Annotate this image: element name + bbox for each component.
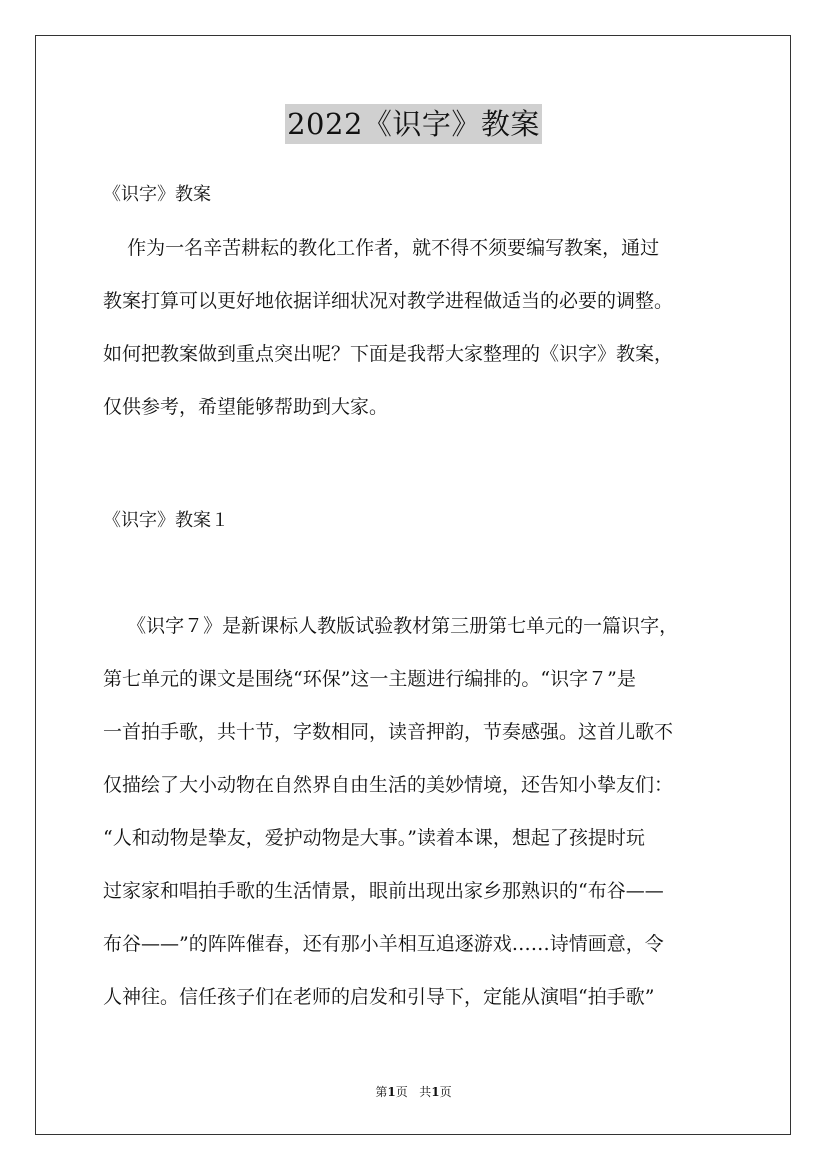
title-block <box>0 104 827 144</box>
body-line: 第七单元的课文是围绕“环保”这一主题进行编排的。“识字７”是 <box>103 668 636 690</box>
intro-line: 作为一名辛苦耕耘的教化工作者，就不得不须要编写教案，通过 <box>103 237 660 259</box>
document-title: 2022《识字》教案 <box>285 104 542 144</box>
body-paragraph <box>103 611 733 1035</box>
body-line: “人和动物是挚友，爱护动物是大事。”读着本课，想起了孩提时玩 <box>103 827 645 849</box>
intro-line: 仅供参考，希望能够帮助到大家。 <box>103 396 389 418</box>
body-line: 人神往。信任孩子们在老师的启发和引导下，定能从演唱“拍手歌” <box>103 986 655 1008</box>
total-pages: 1 <box>431 1085 440 1099</box>
body-line: 过家家和唱拍手歌的生活情景，眼前出现出家乡那熟识的“布谷—— <box>103 880 664 902</box>
page-number: 1 <box>387 1085 396 1099</box>
intro-paragraph <box>103 233 733 445</box>
section-heading: 《识字》教案１ <box>103 510 229 531</box>
intro-line: 如何把教案做到重点突出呢？下面是我帮大家整理的《识字》教案， <box>103 343 674 365</box>
body-line: 《识字７》是新课标人教版试验教材第三册第七单元的一篇识字， <box>103 615 679 637</box>
body-line: 布谷——”的阵阵催春，还有那小羊相互追逐游戏……诗情画意，令 <box>103 933 664 955</box>
page-footer <box>0 1083 827 1100</box>
body-line: 一首拍手歌，共十节，字数相同，读音押韵，节奏感强。这首儿歌不 <box>103 721 674 743</box>
intro-line: 教案打算可以更好地依据详细状况对教学进程做适当的必要的调整。 <box>103 290 674 312</box>
body-line: 仅描绘了大小动物在自然界自由生活的美妙情境，还告知小挚友们： <box>103 774 674 796</box>
page-suffix: 页 <box>395 1085 408 1099</box>
intro-heading: 《识字》教案 <box>103 184 211 205</box>
page-prefix: 第 <box>375 1085 388 1099</box>
total-prefix: 共 <box>419 1085 432 1099</box>
total-suffix: 页 <box>439 1085 452 1099</box>
